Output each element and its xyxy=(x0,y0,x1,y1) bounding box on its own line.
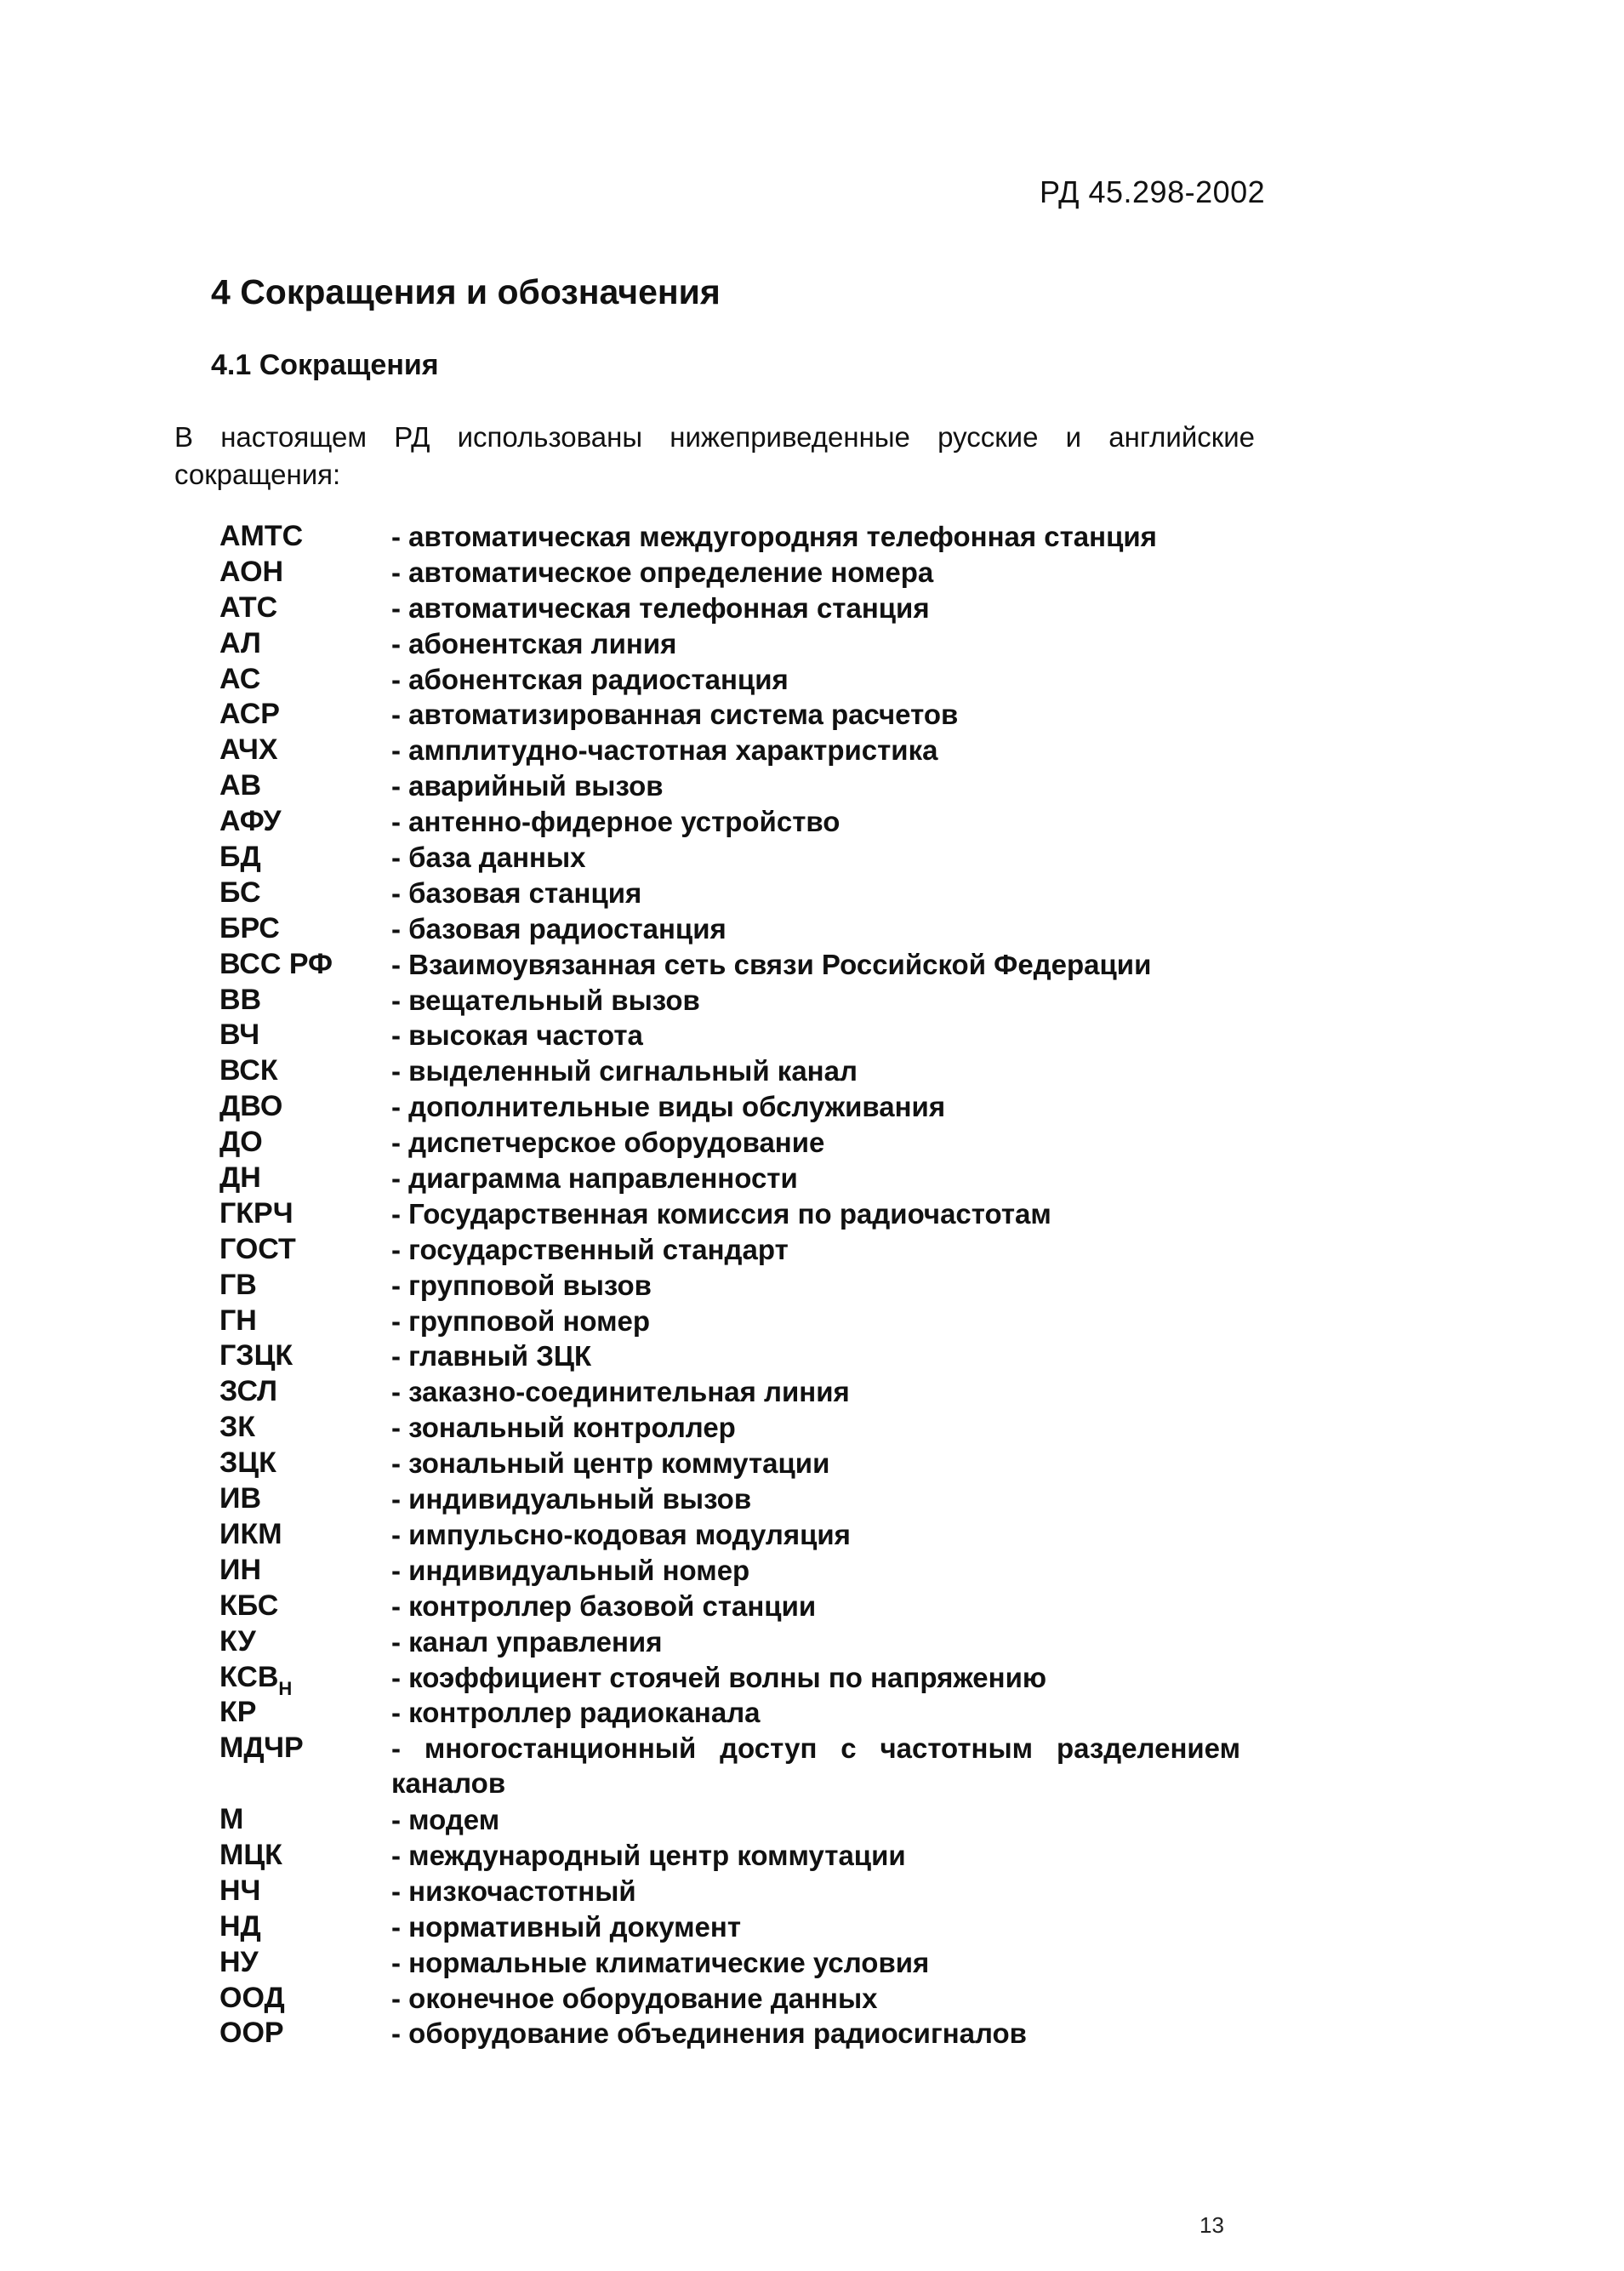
abbreviation-row xyxy=(219,1125,1240,1161)
abbreviation-definition: - коэффициент стоячей волны по напряжению xyxy=(391,1661,1047,1693)
abbreviation-term: АМТС xyxy=(219,520,304,552)
abbreviation-definition: - выделенный сигнальный канал xyxy=(391,1055,858,1087)
abbreviation-term: ГКРЧ xyxy=(219,1196,293,1230)
abbreviation-row xyxy=(219,1268,1240,1304)
abbreviation-row xyxy=(219,1304,1240,1339)
abbreviation-definition: - абонентская радиостанция xyxy=(391,663,789,695)
abbreviation-row xyxy=(219,1089,1240,1125)
abbreviation-term: ИВ xyxy=(219,1482,261,1515)
abbreviation-term: ДО xyxy=(219,1126,263,1159)
abbreviation-definition: - аварийный вызов xyxy=(391,770,664,802)
abbreviation-definition: - низкочастотный xyxy=(391,1874,636,1907)
abbreviation-definition: - модем xyxy=(391,1804,500,1836)
abbreviation-row xyxy=(219,1838,1240,1874)
abbreviation-definition: - канал управления xyxy=(391,1625,663,1658)
abbreviation-row xyxy=(219,1553,1240,1589)
abbreviation-row xyxy=(219,1945,1240,1981)
abbreviation-term: ВЧ xyxy=(219,1019,260,1052)
abbreviation-term: БС xyxy=(219,876,261,909)
abbreviation-row xyxy=(219,768,1240,804)
abbreviation-definition: - антенно-фидерное устройство xyxy=(391,806,840,838)
abbreviation-term: ГЗЦК xyxy=(219,1339,293,1372)
abbreviation-term: АТС xyxy=(219,591,278,624)
abbreviation-term: КУ xyxy=(219,1624,256,1658)
abbreviation-row xyxy=(219,555,1240,591)
abbreviation-term: АС xyxy=(219,662,261,695)
abbreviation-definition: - абонентская линия xyxy=(391,627,677,659)
abbreviation-row xyxy=(219,911,1240,947)
abbreviation-term: АСР xyxy=(219,698,280,731)
abbreviation-definition: - базовая радиостанция xyxy=(391,912,727,944)
abbreviation-definition: - автоматическая междугородняя телефонная станция xyxy=(391,521,1157,552)
abbreviation-row xyxy=(219,1374,1240,1410)
abbreviation-row xyxy=(219,1589,1240,1624)
abbreviation-term: АВ xyxy=(219,769,262,802)
intro-paragraph: В настоящем РД использованы нижеприведенные русские и английские сокращения: xyxy=(174,421,1255,490)
abbreviation-term: МЦК xyxy=(219,1838,282,1871)
abbreviation-term: ВСК xyxy=(219,1054,278,1087)
abbreviation-term: ООД xyxy=(219,1981,285,2014)
abbreviation-subscript: Н xyxy=(278,1677,293,1699)
abbreviation-term: ЗК xyxy=(219,1411,256,1444)
abbreviation-term: ВВ xyxy=(219,983,262,1016)
abbreviation-definition xyxy=(391,1731,1240,1800)
abbreviation-row xyxy=(219,1338,1240,1374)
abbreviation-term: БРС xyxy=(219,911,280,944)
abbreviation-row xyxy=(219,983,1240,1019)
abbreviation-row xyxy=(219,733,1240,768)
abbreviation-row xyxy=(219,1517,1240,1553)
abbreviation-list xyxy=(219,519,1240,2051)
abbreviation-definition: - зональный контроллер xyxy=(391,1412,736,1444)
abbreviation-row xyxy=(219,1874,1240,1909)
abbreviation-row xyxy=(219,662,1240,698)
abbreviation-term: ДН xyxy=(219,1161,261,1195)
definition-continuation: каналов xyxy=(391,1767,506,1800)
abbreviation-definition: - Государственная комиссия по радиочастотам xyxy=(391,1197,1051,1230)
abbreviation-definition: - амплитудно-частотная характристика xyxy=(391,734,938,767)
abbreviation-term: АЧХ xyxy=(219,733,278,767)
abbreviation-row xyxy=(219,1481,1240,1517)
abbreviation-row xyxy=(219,1909,1240,1945)
abbreviation-row xyxy=(219,626,1240,662)
subsection-title: 4.1 Сокращения xyxy=(211,349,439,381)
abbreviation-definition: - групповой номер xyxy=(391,1304,651,1337)
abbreviation-term: НУ xyxy=(219,1945,259,1978)
abbreviation-term: АФУ xyxy=(219,805,282,838)
abbreviation-definition: - контроллер радиоканала xyxy=(391,1697,761,1729)
abbreviation-term: НД xyxy=(219,1909,261,1943)
abbreviation-term: М xyxy=(219,1803,244,1836)
abbreviation-row xyxy=(219,1981,1240,2017)
abbreviation-definition: - индивидуальный номер xyxy=(391,1554,750,1586)
abbreviation-definition: - зональный центр коммутации xyxy=(391,1447,830,1480)
abbreviation-row xyxy=(219,2016,1240,2051)
abbreviation-row xyxy=(219,1446,1240,1481)
definition-line: - многостанционный доступ с частотным разделением xyxy=(391,1732,1240,1765)
abbreviation-row xyxy=(219,1410,1240,1446)
abbreviation-term: ИН xyxy=(219,1553,261,1586)
abbreviation-definition: - автоматизированная система расчетов xyxy=(391,699,959,731)
abbreviation-row xyxy=(219,1161,1240,1196)
abbreviation-definition: - импульсно-кодовая модуляция xyxy=(391,1518,851,1550)
abbreviation-term: $КСВ_Н$ xyxy=(219,1660,293,1699)
abbreviation-definition: - дополнительные виды обслуживания xyxy=(391,1091,946,1123)
abbreviation-definition: - групповой вызов xyxy=(391,1269,652,1301)
abbreviation-term: ГОСТ xyxy=(219,1232,296,1265)
abbreviation-row xyxy=(219,591,1240,626)
abbreviation-definition: - оборудование объединения радиосигналов xyxy=(391,2017,1027,2050)
abbreviation-definition: - высокая частота xyxy=(391,1019,643,1052)
abbreviation-row xyxy=(219,876,1240,911)
abbreviation-term: АОН xyxy=(219,555,284,588)
document-code: РД 45.298-2002 xyxy=(1040,174,1266,209)
abbreviation-row xyxy=(219,1053,1240,1089)
section-title: 4 Сокращения и обозначения xyxy=(211,272,721,311)
abbreviation-term: ЗСЛ xyxy=(219,1375,278,1408)
abbreviation-definition: - база данных xyxy=(391,842,586,874)
abbreviation-term: ВСС РФ xyxy=(219,947,333,980)
abbreviation-term: АЛ xyxy=(219,626,261,659)
abbreviation-definition: - государственный стандарт xyxy=(391,1233,789,1265)
abbreviation-row xyxy=(219,1018,1240,1053)
abbreviation-row xyxy=(219,1196,1240,1232)
abbreviation-definition: - вещательный вызов xyxy=(391,984,700,1016)
abbreviation-definition: - диаграмма направленности xyxy=(391,1162,798,1195)
abbreviation-definition: - заказно-соединительная линия xyxy=(391,1376,850,1408)
abbreviation-term: МДЧР xyxy=(219,1732,304,1765)
abbreviation-definition: - международный центр коммутации xyxy=(391,1839,906,1871)
abbreviation-term: ГН xyxy=(219,1304,257,1337)
abbreviation-term: ДВО xyxy=(219,1090,283,1123)
abbreviation-term: ИКМ xyxy=(219,1517,282,1550)
abbreviation-definition: - диспетчерское оборудование xyxy=(391,1127,825,1159)
abbreviation-row xyxy=(219,519,1240,555)
abbreviation-row xyxy=(219,840,1240,876)
abbreviation-row xyxy=(219,1624,1240,1660)
abbreviation-term: ГВ xyxy=(219,1268,257,1301)
abbreviation-definition: - автоматическое определение номера xyxy=(391,556,934,588)
abbreviation-definition: - оконечное оборудование данных xyxy=(391,1982,878,2014)
abbreviation-row xyxy=(219,1660,1240,1699)
abbreviation-row xyxy=(219,1695,1240,1731)
abbreviation-row xyxy=(219,1802,1240,1838)
abbreviation-definition: - главный ЗЦК xyxy=(391,1340,592,1372)
page-number: 13 xyxy=(1199,2212,1224,2238)
abbreviation-definition: - базовая станция xyxy=(391,876,642,909)
abbreviation-term: КБС xyxy=(219,1589,279,1622)
abbreviation-definition: - нормальные климатические условия xyxy=(391,1946,930,1978)
abbreviation-definition: - контроллер базовой станции xyxy=(391,1589,817,1622)
abbreviation-row xyxy=(219,697,1240,733)
abbreviation-term: ЗЦК xyxy=(219,1446,276,1480)
abbreviation-row xyxy=(219,947,1240,983)
abbreviation-definition: - Взаимоувязанная сеть связи Российской Федерации xyxy=(391,948,1152,980)
abbreviation-row xyxy=(219,1731,1240,1802)
abbreviation-term: OOP xyxy=(219,2017,284,2050)
abbreviation-term: БД xyxy=(219,841,261,874)
abbreviation-row xyxy=(219,1232,1240,1268)
abbreviation-definition: - нормативный документ xyxy=(391,1910,742,1943)
abbreviation-term: НЧ xyxy=(219,1874,261,1907)
abbreviation-term: КР xyxy=(219,1696,257,1729)
abbreviation-definition: - индивидуальный вызов xyxy=(391,1483,752,1515)
abbreviation-definition: - автоматическая телефонная станция xyxy=(391,591,930,624)
abbreviation-row xyxy=(219,804,1240,840)
